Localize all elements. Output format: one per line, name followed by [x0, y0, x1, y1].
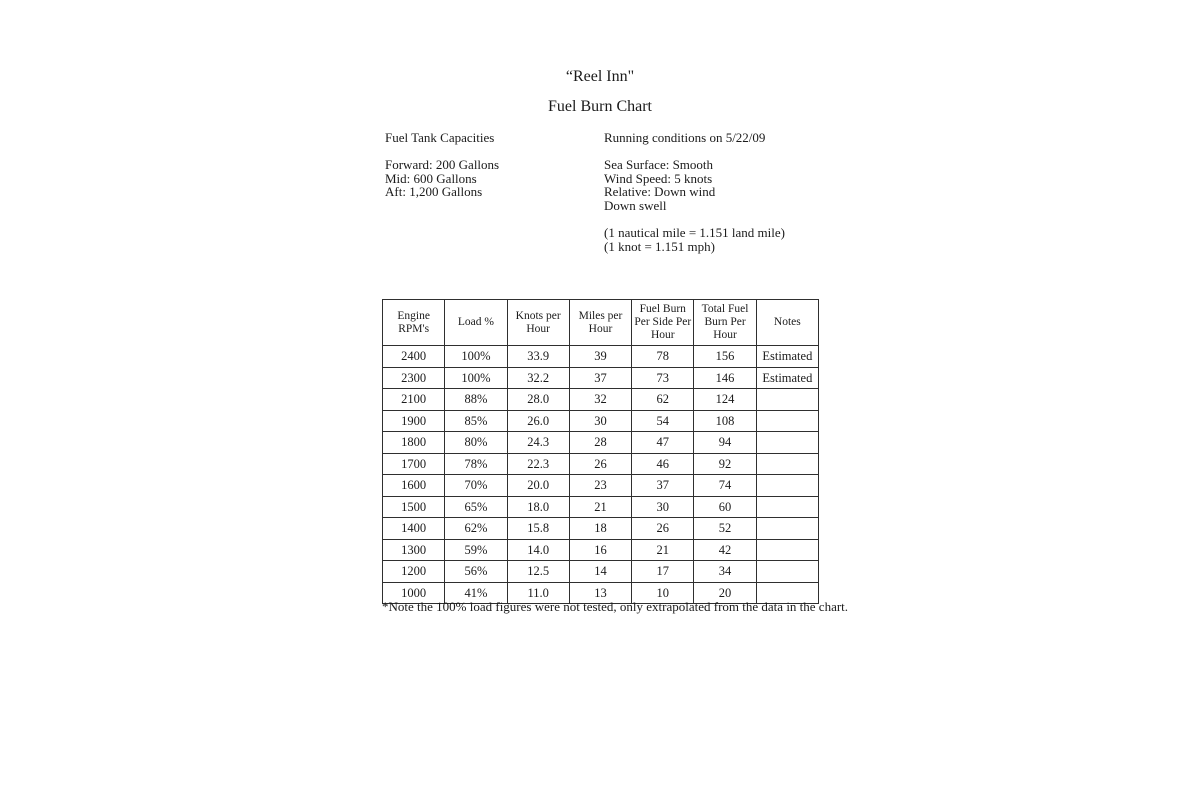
table-cell: 26.0: [507, 410, 569, 432]
table-row: [383, 475, 819, 497]
fuel-tank-capacities-block: [385, 131, 499, 199]
table-row: [383, 389, 819, 411]
table-row: [383, 346, 819, 368]
table-cell: 1400: [383, 518, 445, 540]
table-cell: 88%: [445, 389, 507, 411]
table-cell: [756, 539, 818, 561]
table-cell: 1600: [383, 475, 445, 497]
table-cell: 74: [694, 475, 756, 497]
table-cell: 54: [632, 410, 694, 432]
table-row: [383, 496, 819, 518]
text-line: Sea Surface: Smooth: [604, 157, 714, 173]
table-row: [383, 539, 819, 561]
table-cell: [756, 389, 818, 411]
table-cell: 41%: [445, 582, 507, 604]
text-line: (1 knot = 1.151 mph): [604, 238, 715, 254]
running-conditions-heading: Running conditions on 5/22/09: [604, 130, 766, 145]
table-cell: 1700: [383, 453, 445, 475]
table-cell: 78%: [445, 453, 507, 475]
table-cell: 14: [569, 561, 631, 583]
table-cell: 70%: [445, 475, 507, 497]
table-cell: 30: [569, 410, 631, 432]
table-cell: 33.9: [507, 346, 569, 368]
table-cell: 59%: [445, 539, 507, 561]
table-row: [383, 367, 819, 389]
table-cell: 30: [632, 496, 694, 518]
text-line: Mid: 600 Gallons: [385, 170, 477, 186]
table-cell: 28.0: [507, 389, 569, 411]
header-fuel-burn-per-side: Fuel Burn Per Side Per Hour: [632, 300, 694, 346]
table-row: [383, 453, 819, 475]
table-row: [383, 410, 819, 432]
table-cell: 108: [694, 410, 756, 432]
table-cell: 17: [632, 561, 694, 583]
header-load-percent: Load %: [445, 300, 507, 346]
text-line: Forward: 200 Gallons: [385, 157, 500, 173]
table-cell: 24.3: [507, 432, 569, 454]
table-cell: 37: [632, 475, 694, 497]
table-cell: 47: [632, 432, 694, 454]
table-cell: [756, 518, 818, 540]
table-cell: 100%: [445, 367, 507, 389]
header-total-fuel-burn: Total Fuel Burn Per Hour: [694, 300, 756, 346]
table-cell: 39: [569, 346, 631, 368]
table-cell: 100%: [445, 346, 507, 368]
table-cell: 1500: [383, 496, 445, 518]
running-conditions-lines: [604, 158, 785, 212]
fuel-burn-table-head: [383, 300, 819, 346]
table-cell: [756, 561, 818, 583]
table-cell: 21: [632, 539, 694, 561]
table-cell: 94: [694, 432, 756, 454]
table-cell: 56%: [445, 561, 507, 583]
fuel-tank-capacities-heading: Fuel Tank Capacities: [385, 130, 495, 145]
table-cell: 37: [569, 367, 631, 389]
table-cell: 13: [569, 582, 631, 604]
table-cell: 32.2: [507, 367, 569, 389]
table-cell: 2400: [383, 346, 445, 368]
table-cell: 1200: [383, 561, 445, 583]
fuel-tank-capacities-lines: [385, 158, 499, 199]
header-notes: Notes: [756, 300, 818, 346]
table-cell: 62: [632, 389, 694, 411]
table-cell: 20: [694, 582, 756, 604]
table-cell: 1300: [383, 539, 445, 561]
table-cell: 78: [632, 346, 694, 368]
table-cell: 124: [694, 389, 756, 411]
fuel-burn-table-body: [383, 346, 819, 604]
table-cell: [756, 410, 818, 432]
table-cell: 15.8: [507, 518, 569, 540]
running-conditions-block: [604, 131, 785, 253]
table-cell: 14.0: [507, 539, 569, 561]
table-cell: 146: [694, 367, 756, 389]
table-cell: 12.5: [507, 561, 569, 583]
fuel-burn-table: [382, 299, 819, 604]
table-header-row: [383, 300, 819, 346]
text-line: Relative: Down wind: [604, 184, 716, 200]
table-cell: 11.0: [507, 582, 569, 604]
footnote: *Note the 100% load figures were not tested, only extrapolated from the data in the chart.: [382, 599, 849, 614]
header-knots-per-hour: Knots per Hour: [507, 300, 569, 346]
table-cell: Estimated: [756, 367, 818, 389]
table-cell: 22.3: [507, 453, 569, 475]
table-cell: [756, 496, 818, 518]
table-cell: 28: [569, 432, 631, 454]
table-cell: 2100: [383, 389, 445, 411]
header-engine-rpms: Engine RPM's: [383, 300, 445, 346]
table-cell: 92: [694, 453, 756, 475]
table-cell: 18.0: [507, 496, 569, 518]
table-cell: 42: [694, 539, 756, 561]
table-cell: 73: [632, 367, 694, 389]
table-cell: 18: [569, 518, 631, 540]
table-cell: Estimated: [756, 346, 818, 368]
table-cell: 2300: [383, 367, 445, 389]
conversion-notes: [604, 226, 785, 253]
table-cell: 62%: [445, 518, 507, 540]
table-cell: 26: [569, 453, 631, 475]
text-line: Down swell: [604, 197, 667, 213]
table-cell: 32: [569, 389, 631, 411]
table-cell: 34: [694, 561, 756, 583]
table-cell: 21: [569, 496, 631, 518]
header-miles-per-hour: Miles per Hour: [569, 300, 631, 346]
text-line: Wind Speed: 5 knots: [604, 170, 713, 186]
table-row: [383, 518, 819, 540]
page-title: “Reel Inn": [565, 68, 635, 85]
page-subtitle: Fuel Burn Chart: [548, 98, 652, 115]
table-cell: 23: [569, 475, 631, 497]
table-cell: 10: [632, 582, 694, 604]
table-cell: 1800: [383, 432, 445, 454]
table-cell: 1900: [383, 410, 445, 432]
table-cell: 80%: [445, 432, 507, 454]
table-cell: 156: [694, 346, 756, 368]
table-cell: 60: [694, 496, 756, 518]
table-cell: 20.0: [507, 475, 569, 497]
table-cell: 65%: [445, 496, 507, 518]
table-cell: 46: [632, 453, 694, 475]
table-row: [383, 432, 819, 454]
table-cell: 85%: [445, 410, 507, 432]
table-cell: [756, 432, 818, 454]
table-row: [383, 561, 819, 583]
table-cell: [756, 453, 818, 475]
table-cell: [756, 475, 818, 497]
table-cell: 1000: [383, 582, 445, 604]
text-line: Aft: 1,200 Gallons: [385, 184, 483, 200]
text-line: (1 nautical mile = 1.151 land mile): [604, 225, 785, 241]
table-cell: 52: [694, 518, 756, 540]
table-cell: 26: [632, 518, 694, 540]
table-cell: 16: [569, 539, 631, 561]
